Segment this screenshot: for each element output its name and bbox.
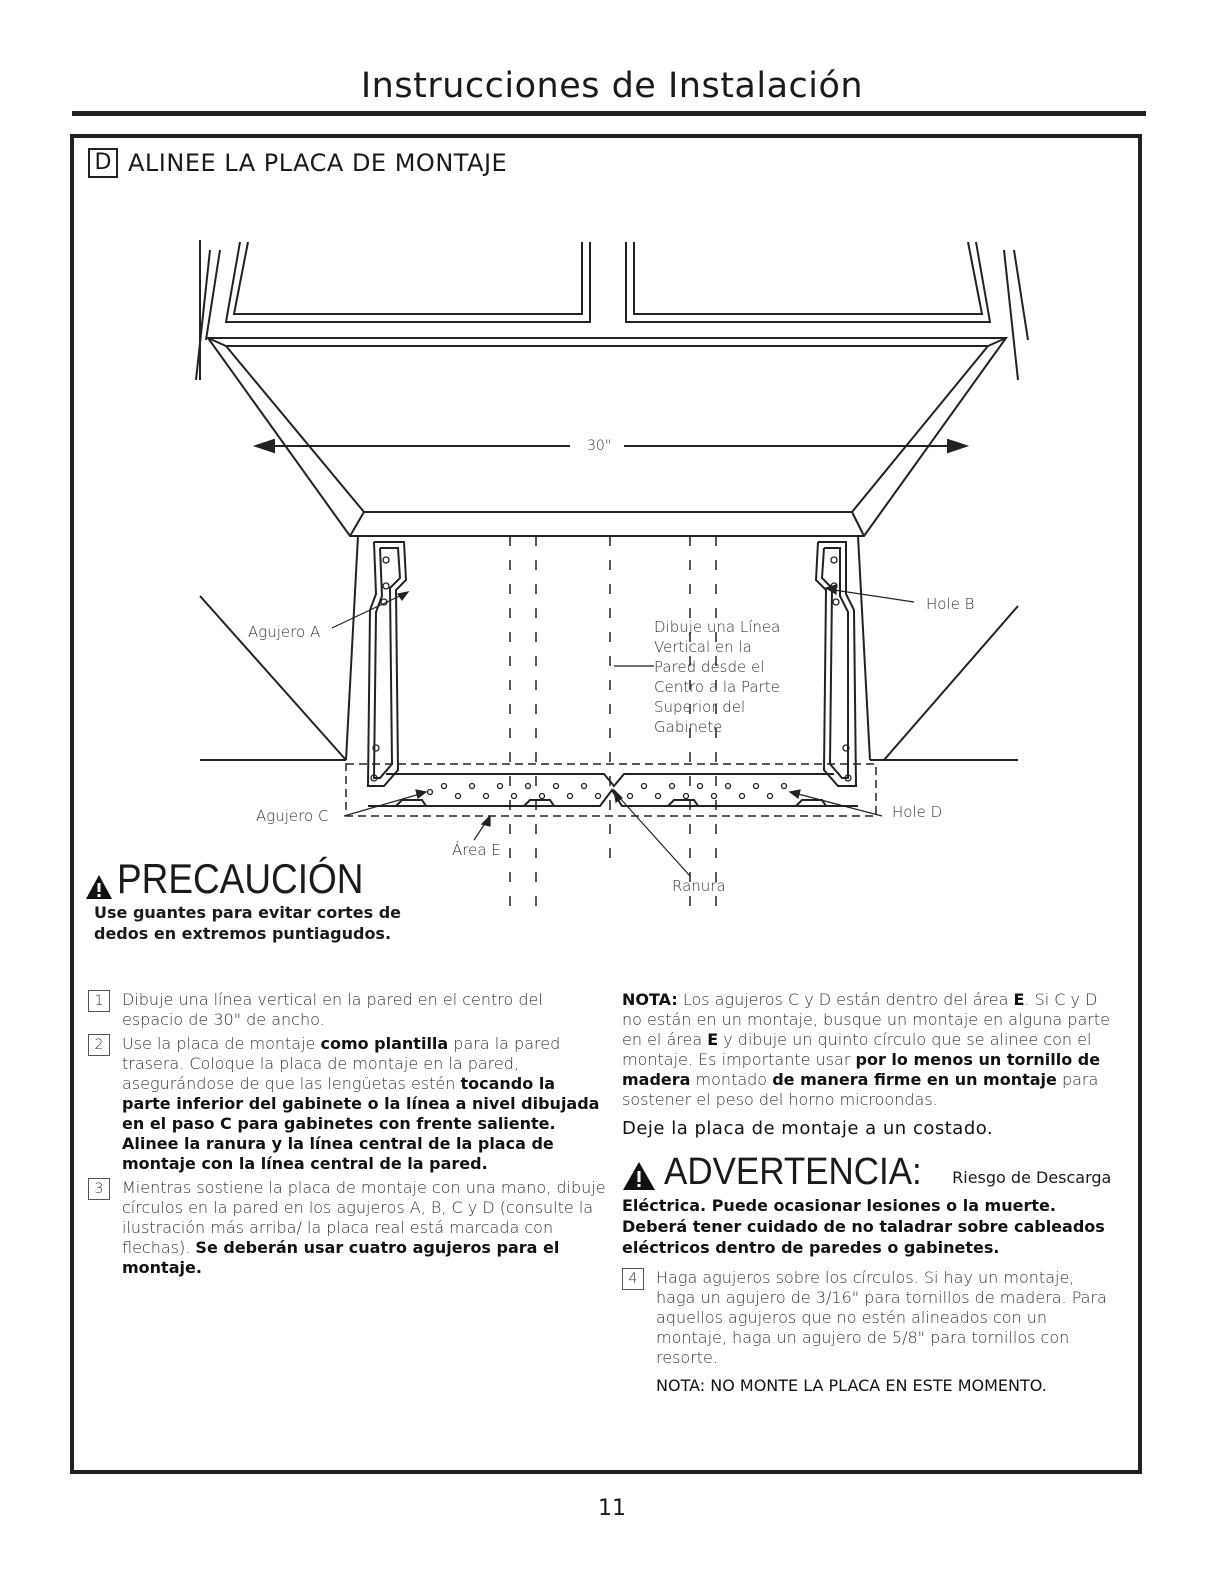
title-rule [72,111,1146,116]
rail-hole [712,794,717,799]
label-agujero-a: Agujero A [248,623,321,641]
cabinet-edge [1014,250,1028,340]
caution-heading [85,855,397,902]
step-1 [88,990,608,1030]
note-text: y dibuje un quinto círculo que se alinee con el montaje. Es importante usar [622,1030,1092,1069]
step-bold-text: tocando la parte inferior del gabinete o la línea a nivel dibujada en el paso C para gabinetes con frente saliente. Alinee la ranura y la línea central de la placa de montaje con la línea central de la pared. [122,1074,600,1173]
rail-hole [782,784,787,789]
label-ranura: Ranura [672,877,726,895]
rail-hole [740,794,745,799]
note-text: . Si C y D no están en un montaje, busque un montaje en alguna parte en el área [622,990,1110,1049]
label-area-e: Área E [452,841,501,859]
rail-hole [498,784,503,789]
leader-arrow [416,790,426,798]
label-hole-d: Hole D [892,803,943,821]
wall-edge [346,536,358,760]
center-line-text: Gabinete [654,718,723,736]
note-bold-text: E [707,1030,719,1049]
cabinet-door-right [634,242,982,314]
warning-heading [622,1153,1112,1191]
note-bold-text: de manera firme en un montaje [772,1070,1057,1089]
wall-perspective [200,596,346,760]
label-hole-b: Hole B [926,595,975,613]
note-bold-text: por lo menos un tornillo de madera [622,1050,1101,1089]
dimension-arrow-left [256,440,274,452]
warning-triangle-icon [85,874,113,900]
leader-ranura [618,796,690,876]
left-column [88,990,608,1282]
leader-arrow [398,592,408,600]
step-bold-text: como plantilla [320,1034,449,1053]
note-bold-text: E [1013,990,1025,1009]
note-paragraph [622,990,1112,1110]
cabinet-corner [852,512,864,536]
rail-hole [526,784,531,789]
center-line-text: Vertical en la [654,638,752,656]
note-text: para sostener el peso del horno microondas. [622,1070,1099,1109]
page-number: 11 [598,1496,626,1521]
label-center-line [654,617,780,737]
rail-hole [656,794,661,799]
set-aside-instruction: Deje la placa de montaje a un costado. [622,1118,994,1139]
plate-hole [831,557,837,563]
rail-hole [470,784,475,789]
step-2 [88,1034,608,1174]
rail-hole [554,784,559,789]
leader-arrow [790,790,800,798]
cabinet-edge [196,250,210,380]
cabinet-door-left [234,242,582,314]
dimension-arrow-right [948,440,966,452]
center-line-text: Pared desde el [654,658,765,676]
plate-hole [383,557,389,563]
step-3 [88,1178,608,1278]
cabinet-corner [350,512,364,536]
step-4 [622,1268,1112,1368]
rail-hole [568,794,573,799]
rail-hole [754,784,759,789]
leader-agujero-a [332,594,404,628]
rail-hole [726,784,731,789]
center-line-text: Dibuje una Línea [654,618,781,636]
step-number: 1 [88,990,110,1012]
step-number: 2 [88,1034,110,1056]
rail-hole [582,784,587,789]
warning-title: ADVERTENCIA: [664,1151,922,1193]
section-heading [88,148,507,178]
caution-text: Use guantes para evitar cortes de dedos en extremos puntiagudos. [94,903,402,943]
step-number: 3 [88,1178,110,1200]
wall-edge [858,536,870,760]
leader-arrow [482,816,490,826]
rail-hole [442,784,447,789]
rail-hole [642,784,647,789]
cabinet-door-left-inner [226,242,590,322]
mounting-plate-rail [368,790,858,806]
warning-triangle-icon [622,1161,656,1191]
cabinet-door-right-inner [626,242,990,322]
rail-hole [684,794,689,799]
step-bold-text: Se deberán usar cuatro agujeros para el montaje. [122,1238,560,1277]
step-text: para la pared trasera. Coloque la placa de montaje en la pared, asegurándose de que las lengüetas estén [122,1034,561,1093]
rail-hole [628,794,633,799]
cabinet-bottom-inner [226,346,988,512]
rail-hole [428,790,433,795]
cabinet-edge [1004,250,1018,380]
rail-hole [596,794,601,799]
warning-text: Eléctrica. Puede ocasionar lesiones o la muerte. Deberá tener cuidado de no taladrar sobre cableados eléctricos dentro de paredes o gabinetes. [622,1196,1105,1257]
leader-arrow [614,790,622,802]
rail-hole [670,784,675,789]
step-number: 4 [622,1268,644,1290]
rail-hole [512,794,517,799]
rail-hole [768,794,773,799]
rail-hole [698,784,703,789]
step-text: Haga agujeros sobre los círculos. Si hay un montaje, haga un agujero de 3/16" para tornillos de madera. Para aquellos agujeros que no estén alineados con un montaje, haga un agujero de 5/8" para tornillos con resorte. [656,1268,1107,1367]
warning-subtitle: Riesgo de Descarga [952,1168,1112,1187]
center-line-text: Superior del [654,698,746,716]
step-text: Use la placa de montaje [122,1034,321,1053]
note-text: montado [690,1070,773,1089]
plate-hole [833,599,839,605]
step-text: Mientras sostiene la placa de montaje con una mano, dibuje círculos en la pared en los agujeros A, B, C y D (consulte la ilustración más arriba/ la placa real está marcada con flechas). [122,1178,606,1257]
section-title: ALINEE LA PLACA DE MONTAJE [128,149,508,177]
rail-hole [484,794,489,799]
step-text: Dibuje una línea vertical en la pared en el centro del espacio de 30" de ancho. [122,990,543,1029]
plate-hole [383,583,389,589]
mounting-plate-diagram [74,230,1138,930]
rail-hole [540,794,545,799]
note-text: Los agujeros C y D están dentro del área [677,990,1014,1009]
final-note: NOTA: NO MONTE LA PLACA EN ESTE MOMENTO. [656,1376,1047,1395]
dimension-30-label: 30" [584,436,614,456]
wall-perspective [884,606,1018,760]
page-title: Instrucciones de Instalación [360,66,864,106]
caution-title: PRECAUCIÓN [117,855,364,902]
section-letter-box: D [88,148,118,178]
rail-hole [456,794,461,799]
center-line-text: Centro a la Parte [654,678,780,696]
label-agujero-c: Agujero C [256,807,329,825]
note-label: NOTA: [622,990,678,1009]
right-column [622,990,1112,1395]
